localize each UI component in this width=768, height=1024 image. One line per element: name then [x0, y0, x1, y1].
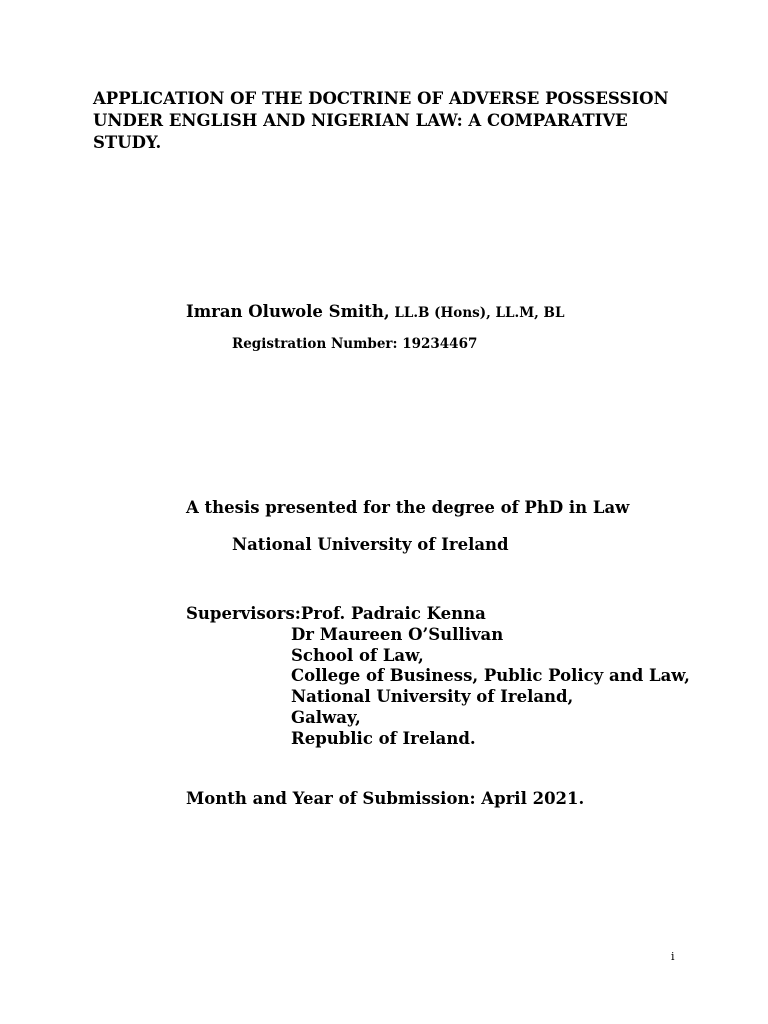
registration-number: Registration Number: 19234467 [232, 336, 478, 352]
title-line-2: UNDER ENGLISH AND NIGERIAN LAW: A COMPARATIVE [93, 111, 628, 130]
supervisor-line: Republic of Ireland. [291, 728, 476, 748]
supervisor-line: Galway, [291, 707, 361, 727]
supervisors-block [186, 604, 690, 750]
supervisor-line: School of Law, [291, 645, 424, 665]
page-number: i [671, 950, 675, 963]
title-line-1: APPLICATION OF THE DOCTRINE OF ADVERSE POSSESSION [93, 89, 669, 108]
supervisor-line: Dr Maureen O’Sullivan [291, 624, 504, 644]
supervisor-first: Prof. Padraic Kenna [300, 604, 486, 623]
title-line-3: STUDY. [93, 133, 162, 152]
thesis-title [93, 88, 693, 154]
author-line [186, 302, 564, 321]
supervisors-label: Supervisors: [186, 604, 301, 623]
university-name: National University of Ireland [232, 535, 509, 554]
supervisor-line: College of Business, Public Policy and Law, [291, 666, 690, 686]
author-credentials: LL.B (Hons), LL.M, BL [389, 305, 565, 321]
submission-date: Month and Year of Submission: April 2021. [186, 789, 585, 808]
thesis-statement: A thesis presented for the degree of PhD in Law [186, 498, 630, 517]
supervisors-first-row [186, 604, 690, 625]
supervisor-line: National University of Ireland, [291, 687, 574, 707]
author-name: Imran Oluwole Smith, [186, 302, 390, 321]
